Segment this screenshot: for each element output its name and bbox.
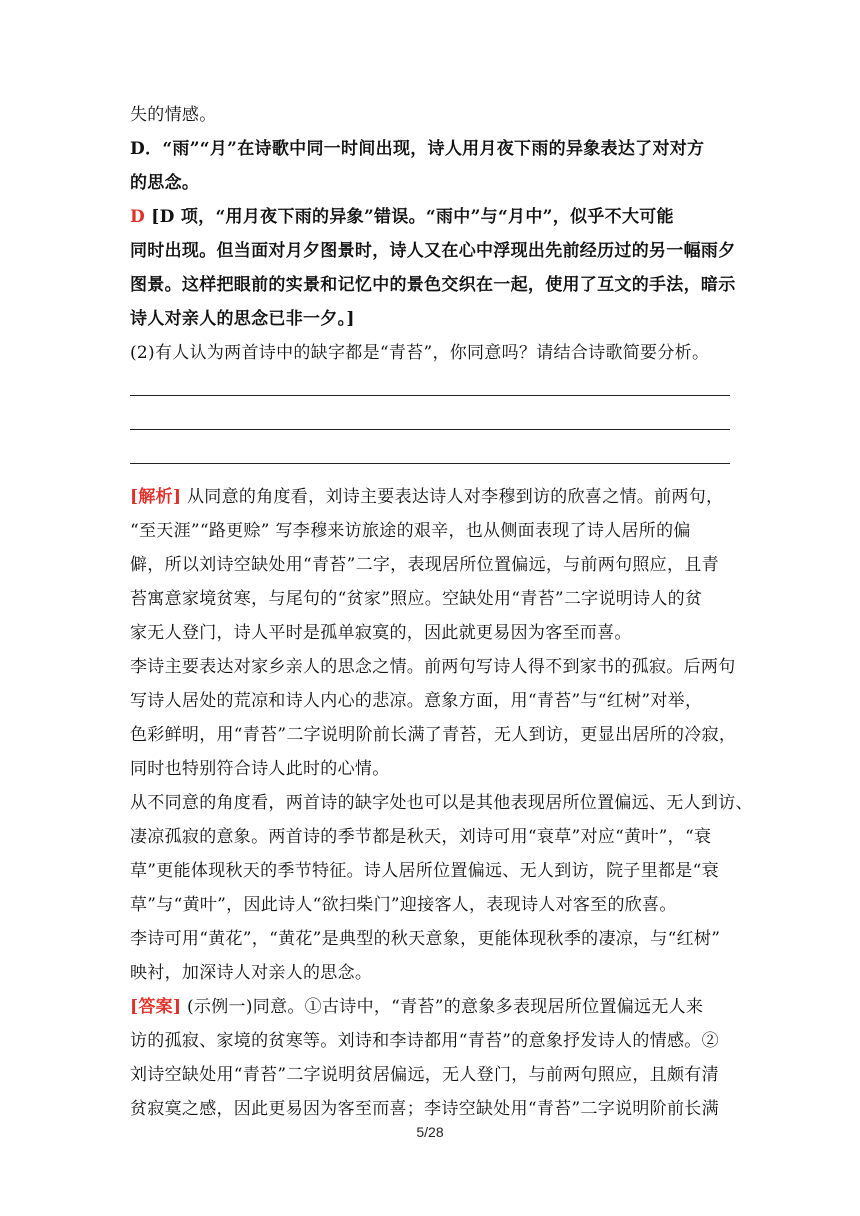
- answer-d-line: 图景。这样把眼前的实景和记忆中的景色交织在一起，使用了互文的手法，暗示: [130, 275, 736, 295]
- analysis-line: 映衬，加深诗人对亲人的思念。: [130, 963, 373, 983]
- answer-d-first-line: [130, 200, 730, 234]
- analysis-line: 僻，所以刘诗空缺处用“青苔”二字，表现居所位置偏远，与前两句照应，且青: [130, 555, 719, 575]
- option-d-line-cont: 的思念。: [130, 173, 200, 193]
- answer-line: 贫寂寞之感，因此更易因为客至而喜；李诗空缺处用“青苔”二字说明阶前长满: [130, 1099, 719, 1119]
- analysis-first-line: [130, 480, 730, 514]
- question-2: (2)有人认为两首诗中的缺字都是“青苔”，你同意吗？请结合诗歌简要分析。: [130, 343, 710, 363]
- analysis-line: 写诗人居处的荒凉和诗人内心的悲凉。意象方面，用“青苔”与“红树”对举，: [130, 691, 703, 711]
- answer-blank-line: [130, 438, 730, 472]
- page-content: [130, 98, 753, 1126]
- answer-line: 访的孤寂、家境的贫寒等。刘诗和李诗都用“青苔”的意象抒发诗人的情感。②: [130, 1031, 719, 1051]
- analysis-line: 苔寓意家境贫寒，与尾句的“贫家”照应。空缺处用“青苔”二字说明诗人的贫: [130, 589, 703, 609]
- analysis-line: 凄凉孤寂的意象。两首诗的季节都是秋天，刘诗可用“衰草”对应“黄叶”，“衰: [130, 827, 712, 847]
- answer-d-text: [D 项，“用月夜下雨的异象”错误。“雨中”与“月中”，似乎不大可能: [145, 207, 674, 227]
- analysis-line: 草”更能体现秋天的季节特征。诗人居所位置偏远、无人到访，院子里都是“衰: [130, 861, 719, 881]
- analysis-line: 色彩鲜明，用“青苔”二字说明阶前长满了青苔，无人到访，更显出居所的冷寂，: [130, 725, 737, 745]
- analysis-line: 同时也特别符合诗人此时的心情。: [130, 759, 390, 779]
- analysis-line: 李诗可用“黄花”，“黄花”是典型的秋天意象，更能体现秋季的凄凉，与“红树”: [130, 929, 721, 949]
- answer-line: 刘诗空缺处用“青苔”二字说明贫居偏远，无人登门，与前两句照应，且颇有清: [130, 1065, 719, 1085]
- option-d-line: D．“雨”“月”在诗歌中同一时间出现，诗人用月夜下雨的异象表达了对对方: [130, 139, 705, 159]
- analysis-tag: [解析]: [130, 487, 182, 507]
- analysis-line: 草”与“黄叶”，因此诗人“欲扫柴门”迎接客人，表现诗人对客至的欣喜。: [130, 895, 677, 915]
- analysis-line: 李诗主要表达对家乡亲人的思念之情。前两句写诗人得不到家书的孤寂。后两句: [130, 657, 736, 677]
- answer-blank-line: [130, 370, 730, 404]
- answer-first-line: [130, 990, 730, 1024]
- analysis-text: 从同意的角度看，刘诗主要表达诗人对李穆到访的欣喜之情。前两句，: [181, 487, 724, 507]
- analysis-line: “至天涯”“路更赊” 写李穆来访旅途的艰辛，也从侧面表现了诗人居所的偏: [130, 521, 691, 541]
- analysis-line: 从不同意的角度看，两首诗的缺字处也可以是其他表现居所位置偏远、无人到访、: [130, 793, 753, 813]
- text-line: 失的情感。: [130, 105, 217, 125]
- answer-d-line: 同时出现。但当面对月夕图景时，诗人又在心中浮现出先前经历过的另一幅雨夕: [130, 241, 736, 261]
- answer-text: (示例一)同意。①古诗中，“青苔”的意象多表现居所位置偏远无人来: [181, 997, 704, 1017]
- answer-blank-line: [130, 404, 730, 438]
- analysis-line: 家无人登门，诗人平时是孤单寂寞的，因此就更易因为客至而喜。: [130, 623, 632, 643]
- page-number: 5/28: [416, 1124, 444, 1140]
- answer-letter: D: [130, 207, 146, 227]
- answer-d-line: 诗人对亲人的思念已非一夕。]: [130, 309, 355, 329]
- answer-tag: [答案]: [130, 997, 182, 1017]
